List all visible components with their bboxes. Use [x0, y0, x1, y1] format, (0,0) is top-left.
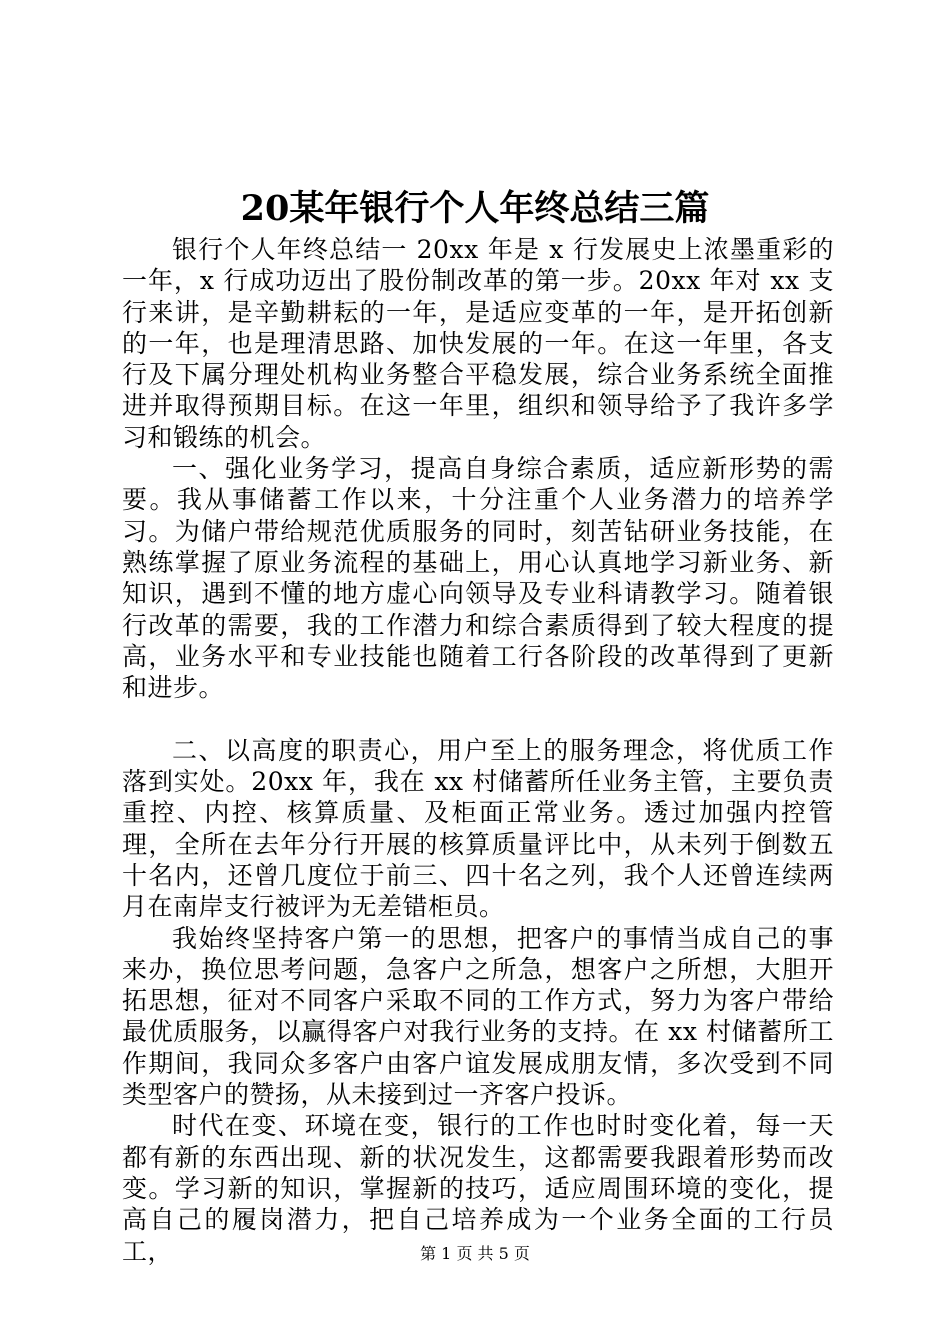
paragraph-customer-first: 我始终坚持客户第一的思想，把客户的事情当成自己的事来办，换位思考问题，急客户之所急，想客户之所想，大胆开拓思想，征对不同客户采取不同的工作方式，努力为客户带给最优质服务，以赢得客户对我行业务的支持。在 xx 村储蓄所工作期间，我同众多客户由客户谊发展成朋友情，多次受到不同类型客户的赞扬，从未接到过一齐客户投诉。 [122, 923, 834, 1110]
page-footer: 第 1 页 共 5 页 [420, 1244, 530, 1263]
paragraph-intro: 银行个人年终总结一 20xx 年是 x 行发展史上浓墨重彩的一年，x 行成功迈出了股份制改革的第一步。20xx 年对 xx 支行来讲，是辛勤耕耘的一年，是适应变革的一年，是开拓创新的一年，也是理清思路、加快发展的一年。在这一年里，各支行及下属分理处机构业务整合平稳发展，综合业务系统全面推进并取得预期目标。在这一年里，组织和领导给予了我许多学习和锻练的机会。 [122, 235, 834, 452]
document-title: 20某年银行个人年终总结三篇 [240, 188, 710, 229]
paragraph-spacer [122, 703, 834, 734]
paragraph-times-change: 时代在变、环境在变，银行的工作也时时变化着，每一天都有新的东西出现、新的状况发生，这都需要我跟着形势而改变。学习新的知识，掌握新的技巧，适应周围环境的变化，提高自己的履岗潜力，把自己培养成为一个业务全面的工行员工， [122, 1111, 834, 1266]
paragraph-section-two: 二、以高度的职责心，用户至上的服务理念，将优质工作落到实处。20xx 年，我在 xx 村储蓄所任业务主管，主要负责重控、内控、核算质量、及柜面正常业务。透过加强内控管理，全所在去年分行开展的核算质量评比中，从未列于倒数五十名内，还曾几度位于前三、四十名之列，我个人还曾连续两月在南岸支行被评为无差错柜员。 [122, 735, 834, 922]
paragraph-section-one: 一、强化业务学习，提高自身综合素质，适应新形势的需要。我从事储蓄工作以来，十分注重个人业务潜力的培养学习。为储户带给规范优质服务的同时，刻苦钻研业务技能，在熟练掌握了原业务流程的基础上，用心认真地学习新业务、新知识，遇到不懂的地方虚心向领导及专业科请教学习。随着银行改革的需要，我的工作潜力和综合素质得到了较大程度的提高，业务水平和专业技能也随着工行各阶段的改革得到了更新和进步。 [122, 454, 834, 703]
document-body [122, 234, 834, 1267]
